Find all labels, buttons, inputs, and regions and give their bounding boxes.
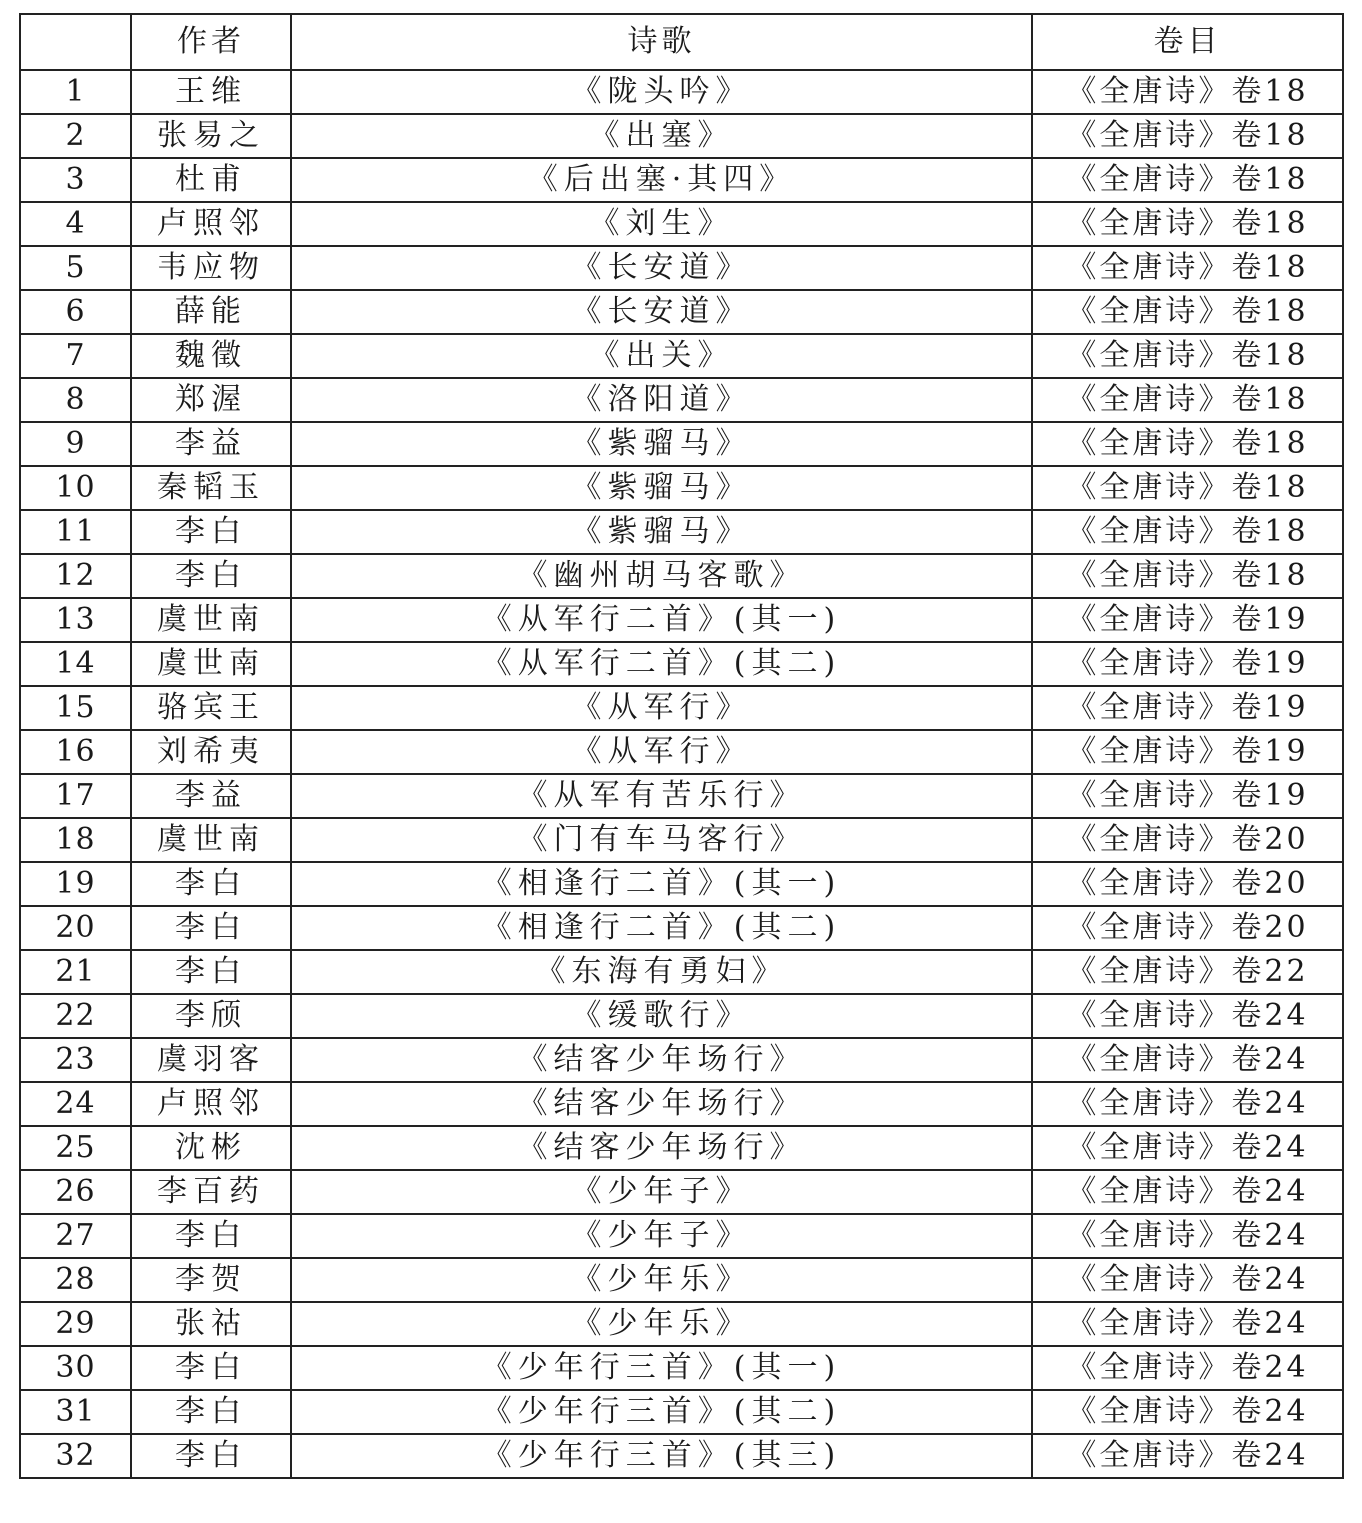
cell-poem: 《出塞》 — [291, 114, 1032, 158]
table-header — [20, 14, 1343, 70]
table-row — [20, 70, 1343, 114]
cell-num: 32 — [20, 1434, 131, 1478]
cell-volume: 《全唐诗》卷18 — [1032, 158, 1343, 202]
table-row — [20, 378, 1343, 422]
cell-author: 李颀 — [131, 994, 291, 1038]
cell-author: 虞世南 — [131, 642, 291, 686]
table-row — [20, 1258, 1343, 1302]
table-row — [20, 246, 1343, 290]
cell-poem: 《长安道》 — [291, 290, 1032, 334]
cell-num: 19 — [20, 862, 131, 906]
cell-poem: 《长安道》 — [291, 246, 1032, 290]
table-row — [20, 774, 1343, 818]
cell-volume: 《全唐诗》卷19 — [1032, 730, 1343, 774]
cell-num: 18 — [20, 818, 131, 862]
table-row — [20, 686, 1343, 730]
cell-num: 31 — [20, 1390, 131, 1434]
cell-author: 韦应物 — [131, 246, 291, 290]
table-row — [20, 598, 1343, 642]
cell-num: 3 — [20, 158, 131, 202]
cell-author: 郑渥 — [131, 378, 291, 422]
cell-author: 李白 — [131, 906, 291, 950]
cell-poem: 《缓歌行》 — [291, 994, 1032, 1038]
cell-num: 15 — [20, 686, 131, 730]
table-row — [20, 994, 1343, 1038]
table-row — [20, 818, 1343, 862]
cell-poem: 《门有车马客行》 — [291, 818, 1032, 862]
cell-poem: 《出关》 — [291, 334, 1032, 378]
cell-num: 28 — [20, 1258, 131, 1302]
header-num — [20, 14, 131, 70]
cell-author: 张易之 — [131, 114, 291, 158]
cell-volume: 《全唐诗》卷18 — [1032, 290, 1343, 334]
table-row — [20, 1214, 1343, 1258]
cell-poem: 《紫骝马》 — [291, 422, 1032, 466]
table-row — [20, 158, 1343, 202]
cell-volume: 《全唐诗》卷19 — [1032, 642, 1343, 686]
table-row — [20, 730, 1343, 774]
cell-author: 李白 — [131, 1346, 291, 1390]
cell-num: 12 — [20, 554, 131, 598]
cell-volume: 《全唐诗》卷18 — [1032, 114, 1343, 158]
cell-poem: 《从军行》 — [291, 730, 1032, 774]
cell-volume: 《全唐诗》卷24 — [1032, 1346, 1343, 1390]
cell-author: 李白 — [131, 554, 291, 598]
cell-num: 26 — [20, 1170, 131, 1214]
cell-volume: 《全唐诗》卷19 — [1032, 774, 1343, 818]
cell-author: 卢照邻 — [131, 1082, 291, 1126]
cell-volume: 《全唐诗》卷24 — [1032, 1434, 1343, 1478]
cell-poem: 《结客少年场行》 — [291, 1082, 1032, 1126]
cell-num: 7 — [20, 334, 131, 378]
cell-poem: 《少年子》 — [291, 1214, 1032, 1258]
cell-author: 骆宾王 — [131, 686, 291, 730]
cell-volume: 《全唐诗》卷24 — [1032, 1258, 1343, 1302]
cell-poem: 《相逢行二首》(其二) — [291, 906, 1032, 950]
cell-volume: 《全唐诗》卷18 — [1032, 202, 1343, 246]
cell-volume: 《全唐诗》卷20 — [1032, 862, 1343, 906]
cell-num: 2 — [20, 114, 131, 158]
cell-author: 虞世南 — [131, 598, 291, 642]
cell-num: 30 — [20, 1346, 131, 1390]
cell-poem: 《洛阳道》 — [291, 378, 1032, 422]
cell-num: 27 — [20, 1214, 131, 1258]
cell-poem: 《刘生》 — [291, 202, 1032, 246]
cell-poem: 《少年行三首》(其二) — [291, 1390, 1032, 1434]
cell-poem: 《紫骝马》 — [291, 510, 1032, 554]
header-volume: 卷目 — [1032, 14, 1343, 70]
cell-volume: 《全唐诗》卷19 — [1032, 686, 1343, 730]
table-row — [20, 422, 1343, 466]
cell-poem: 《少年子》 — [291, 1170, 1032, 1214]
cell-poem: 《陇头吟》 — [291, 70, 1032, 114]
cell-poem: 《少年行三首》(其三) — [291, 1434, 1032, 1478]
cell-num: 14 — [20, 642, 131, 686]
table-row — [20, 114, 1343, 158]
cell-author: 李白 — [131, 1390, 291, 1434]
cell-volume: 《全唐诗》卷24 — [1032, 1214, 1343, 1258]
cell-volume: 《全唐诗》卷18 — [1032, 70, 1343, 114]
table-row — [20, 1082, 1343, 1126]
cell-num: 8 — [20, 378, 131, 422]
cell-author: 杜甫 — [131, 158, 291, 202]
cell-poem: 《从军有苦乐行》 — [291, 774, 1032, 818]
cell-poem: 《少年乐》 — [291, 1258, 1032, 1302]
cell-author: 李白 — [131, 1214, 291, 1258]
header-row — [20, 14, 1343, 70]
table-row — [20, 862, 1343, 906]
cell-volume: 《全唐诗》卷24 — [1032, 1302, 1343, 1346]
cell-poem: 《结客少年场行》 — [291, 1126, 1032, 1170]
cell-volume: 《全唐诗》卷18 — [1032, 334, 1343, 378]
cell-poem: 《从军行》 — [291, 686, 1032, 730]
cell-volume: 《全唐诗》卷20 — [1032, 906, 1343, 950]
cell-author: 薛能 — [131, 290, 291, 334]
table-row — [20, 334, 1343, 378]
cell-num: 5 — [20, 246, 131, 290]
table-row — [20, 906, 1343, 950]
cell-num: 16 — [20, 730, 131, 774]
table-row — [20, 1346, 1343, 1390]
table-row — [20, 950, 1343, 994]
cell-num: 22 — [20, 994, 131, 1038]
cell-num: 20 — [20, 906, 131, 950]
table-row — [20, 466, 1343, 510]
cell-author: 李白 — [131, 1434, 291, 1478]
table-body — [20, 70, 1343, 1478]
poem-table — [19, 13, 1344, 1479]
cell-volume: 《全唐诗》卷24 — [1032, 1038, 1343, 1082]
cell-num: 24 — [20, 1082, 131, 1126]
table-row — [20, 554, 1343, 598]
cell-poem: 《紫骝马》 — [291, 466, 1032, 510]
table-row — [20, 290, 1343, 334]
cell-volume: 《全唐诗》卷18 — [1032, 554, 1343, 598]
cell-volume: 《全唐诗》卷24 — [1032, 1390, 1343, 1434]
cell-author: 虞羽客 — [131, 1038, 291, 1082]
table-row — [20, 510, 1343, 554]
table-row — [20, 1302, 1343, 1346]
cell-poem: 《相逢行二首》(其一) — [291, 862, 1032, 906]
cell-volume: 《全唐诗》卷18 — [1032, 422, 1343, 466]
table-row — [20, 1434, 1343, 1478]
cell-num: 23 — [20, 1038, 131, 1082]
cell-num: 10 — [20, 466, 131, 510]
table-row — [20, 1170, 1343, 1214]
cell-author: 魏徵 — [131, 334, 291, 378]
cell-poem: 《东海有勇妇》 — [291, 950, 1032, 994]
table-row — [20, 1126, 1343, 1170]
cell-author: 李贺 — [131, 1258, 291, 1302]
cell-author: 沈彬 — [131, 1126, 291, 1170]
header-author: 作者 — [131, 14, 291, 70]
cell-poem: 《幽州胡马客歌》 — [291, 554, 1032, 598]
cell-volume: 《全唐诗》卷20 — [1032, 818, 1343, 862]
cell-volume: 《全唐诗》卷19 — [1032, 598, 1343, 642]
cell-volume: 《全唐诗》卷24 — [1032, 1170, 1343, 1214]
cell-author: 秦韬玉 — [131, 466, 291, 510]
cell-poem: 《从军行二首》(其一) — [291, 598, 1032, 642]
cell-num: 29 — [20, 1302, 131, 1346]
cell-volume: 《全唐诗》卷22 — [1032, 950, 1343, 994]
cell-num: 6 — [20, 290, 131, 334]
cell-poem: 《从军行二首》(其二) — [291, 642, 1032, 686]
cell-volume: 《全唐诗》卷18 — [1032, 246, 1343, 290]
cell-author: 李白 — [131, 862, 291, 906]
cell-author: 王维 — [131, 70, 291, 114]
cell-volume: 《全唐诗》卷24 — [1032, 1126, 1343, 1170]
cell-author: 虞世南 — [131, 818, 291, 862]
cell-poem: 《少年乐》 — [291, 1302, 1032, 1346]
cell-num: 1 — [20, 70, 131, 114]
cell-author: 李白 — [131, 510, 291, 554]
cell-author: 刘希夷 — [131, 730, 291, 774]
cell-num: 13 — [20, 598, 131, 642]
cell-poem: 《结客少年场行》 — [291, 1038, 1032, 1082]
cell-author: 李益 — [131, 422, 291, 466]
cell-poem: 《后出塞·其四》 — [291, 158, 1032, 202]
table-row — [20, 202, 1343, 246]
cell-num: 21 — [20, 950, 131, 994]
cell-author: 李百药 — [131, 1170, 291, 1214]
cell-author: 卢照邻 — [131, 202, 291, 246]
cell-author: 张祜 — [131, 1302, 291, 1346]
cell-volume: 《全唐诗》卷18 — [1032, 466, 1343, 510]
table-row — [20, 1390, 1343, 1434]
cell-volume: 《全唐诗》卷18 — [1032, 378, 1343, 422]
cell-volume: 《全唐诗》卷24 — [1032, 994, 1343, 1038]
cell-num: 11 — [20, 510, 131, 554]
cell-num: 17 — [20, 774, 131, 818]
cell-volume: 《全唐诗》卷18 — [1032, 510, 1343, 554]
cell-author: 李白 — [131, 950, 291, 994]
cell-volume: 《全唐诗》卷24 — [1032, 1082, 1343, 1126]
table-row — [20, 642, 1343, 686]
cell-num: 25 — [20, 1126, 131, 1170]
cell-poem: 《少年行三首》(其一) — [291, 1346, 1032, 1390]
cell-author: 李益 — [131, 774, 291, 818]
header-poem: 诗歌 — [291, 14, 1032, 70]
cell-num: 4 — [20, 202, 131, 246]
cell-num: 9 — [20, 422, 131, 466]
table-row — [20, 1038, 1343, 1082]
